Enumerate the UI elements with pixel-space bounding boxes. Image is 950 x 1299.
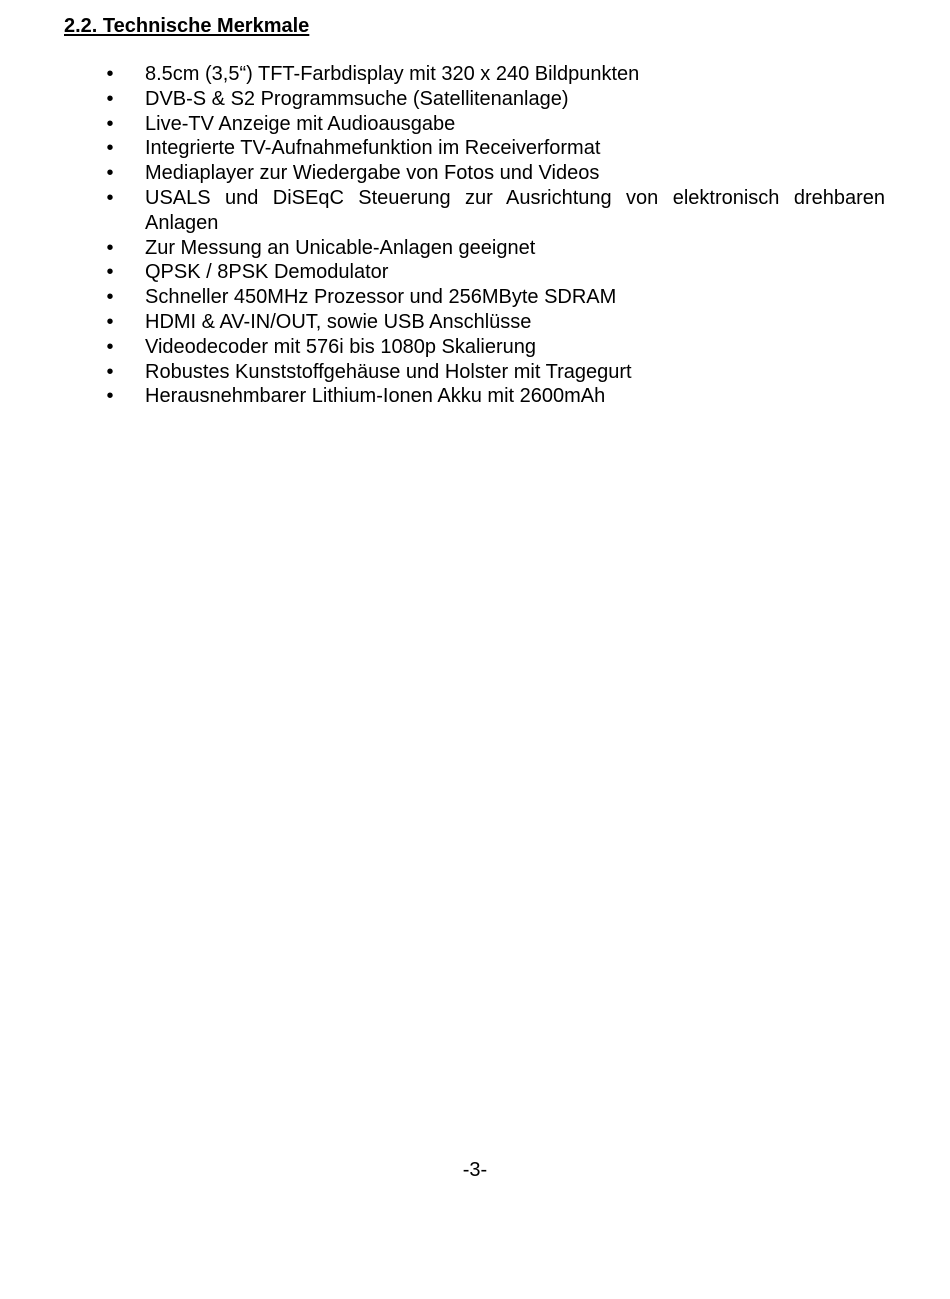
page-number: -3-	[462, 1159, 488, 1181]
feature-text: Schneller 450MHz Prozessor und 256MByte SDRAM	[145, 286, 617, 309]
feature-item	[0, 260, 950, 285]
bullet-icon: •	[106, 63, 114, 85]
section-heading: 2.2. Technische Merkmale	[64, 15, 310, 37]
bullet-icon: •	[106, 335, 114, 358]
feature-item	[0, 335, 950, 360]
feature-item	[0, 236, 950, 261]
feature-text: Videodecoder mit 576i bis 1080p Skalierung	[145, 335, 537, 358]
bullet-icon: •	[106, 261, 114, 284]
bullet-icon: •	[106, 87, 114, 110]
feature-text: Robustes Kunststoffgehäuse und Holster mit Tragegurt	[145, 360, 632, 383]
feature-text: Integrierte TV-Aufnahmefunktion im Receiverformat	[145, 137, 601, 160]
bullet-icon: •	[106, 137, 114, 160]
feature-text: QPSK / 8PSK Demodulator	[145, 261, 389, 284]
feature-text: HDMI & AV-IN/OUT, sowie USB Anschlüsse	[145, 310, 532, 333]
feature-item	[0, 285, 950, 310]
feature-text: USALS und DiSEqC Steuerung zur Ausrichtung von elektronisch drehbaren Anlagen	[145, 186, 885, 234]
feature-text: DVB-S & S2 Programmsuche (Satellitenanlage)	[145, 87, 569, 110]
feature-item	[0, 384, 950, 409]
feature-item	[0, 310, 950, 335]
feature-text: 8.5cm (3,5“) TFT-Farbdisplay mit 320 x 240 Bildpunkten	[145, 63, 640, 85]
feature-item	[0, 186, 950, 236]
feature-list	[0, 62, 950, 409]
feature-item	[0, 161, 950, 186]
feature-text: Live-TV Anzeige mit Audioausgabe	[145, 112, 456, 135]
bullet-icon: •	[106, 360, 114, 383]
feature-item	[0, 136, 950, 161]
feature-item	[0, 360, 950, 385]
feature-text: Herausnehmbarer Lithium-Ionen Akku mit 2600mAh	[145, 385, 606, 408]
bullet-icon: •	[106, 236, 114, 259]
feature-text: Mediaplayer zur Wiedergabe von Fotos und Videos	[145, 162, 600, 185]
bullet-icon: •	[106, 112, 114, 135]
feature-text: Zur Messung an Unicable-Anlagen geeignet	[145, 236, 536, 259]
feature-item	[0, 62, 950, 87]
bullet-icon: •	[106, 310, 114, 333]
feature-item	[0, 112, 950, 137]
bullet-icon: •	[106, 186, 114, 209]
feature-item	[0, 87, 950, 112]
bullet-icon: •	[106, 162, 114, 185]
bullet-icon: •	[106, 286, 114, 309]
bullet-icon: •	[106, 385, 114, 408]
